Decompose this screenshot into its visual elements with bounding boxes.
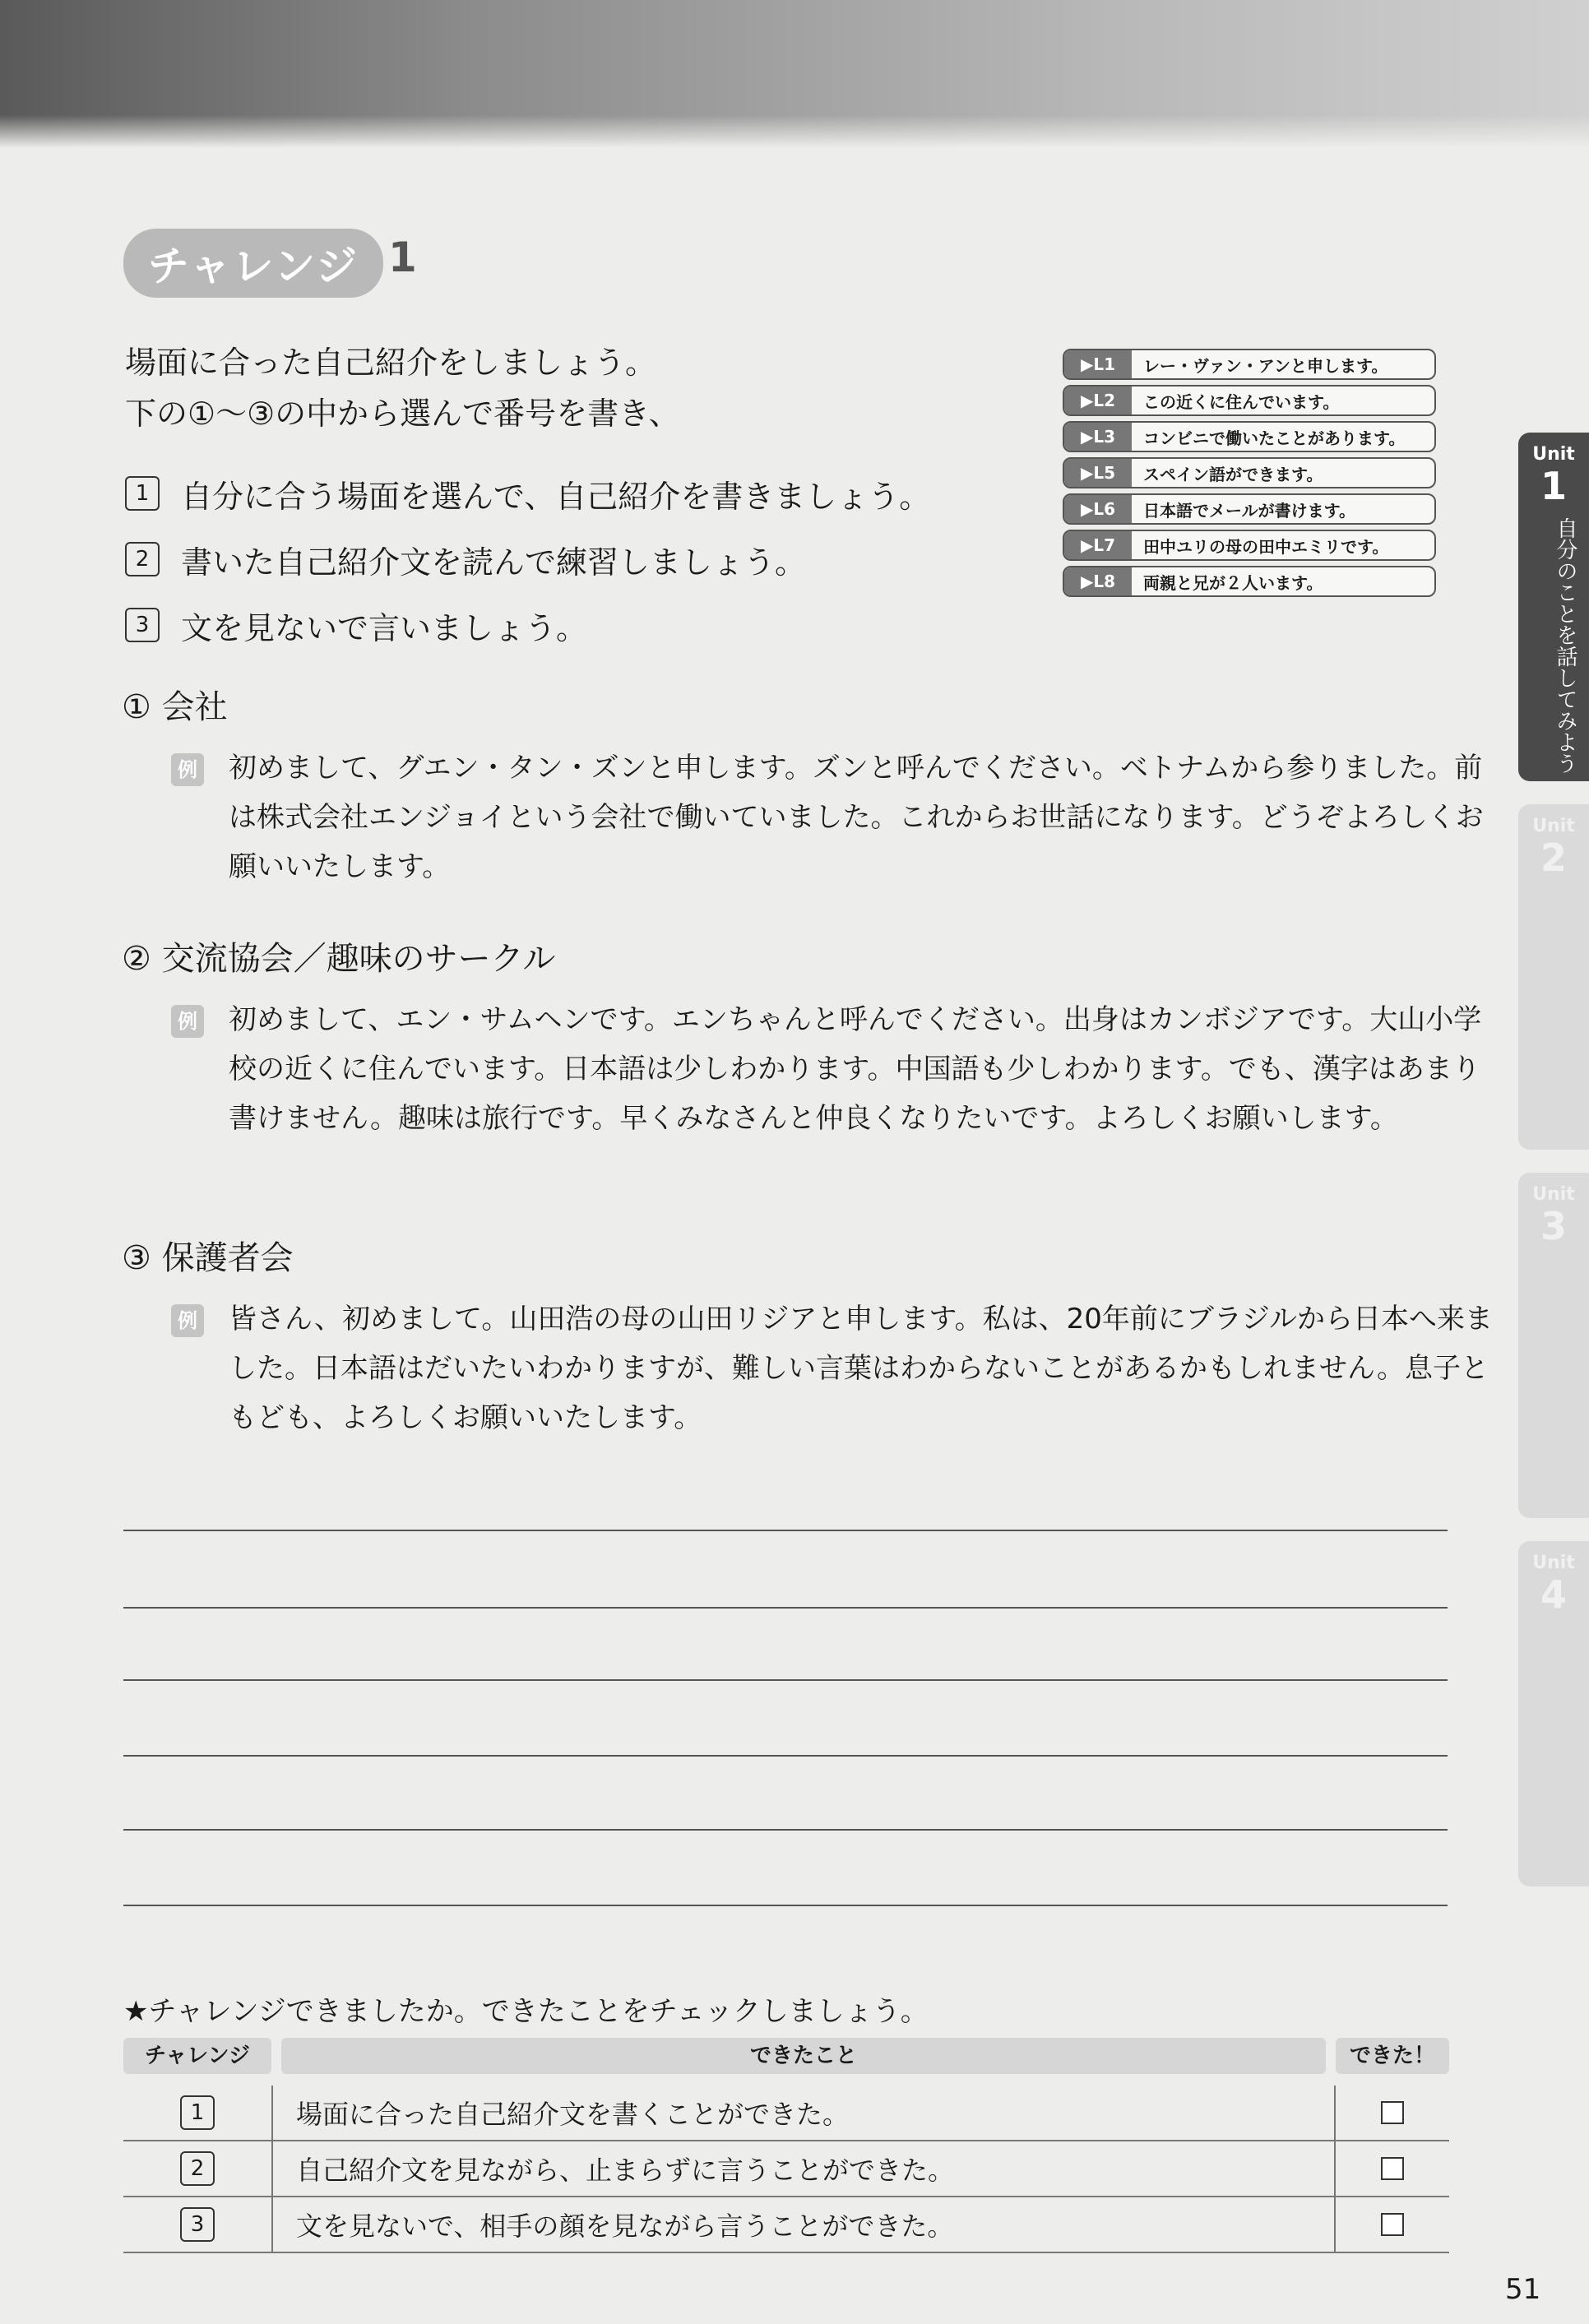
lesson-text: 田中ユリの母の田中エミリです。	[1143, 536, 1389, 557]
example-badge: 例	[171, 1005, 204, 1038]
section-heading-circle: ② 交流協会／趣味のサークル	[122, 940, 556, 978]
step-list	[125, 461, 930, 658]
tab-unit-label: Unit	[1532, 816, 1575, 836]
lesson-tag: ▶L7	[1064, 531, 1132, 559]
intro-line-1: 場面に合った自己紹介をしましょう。	[125, 345, 657, 381]
example-parents	[171, 1294, 1495, 1442]
lesson-text: この近くに住んでいます。	[1143, 391, 1340, 412]
example-badge: 例	[171, 753, 204, 786]
writing-line[interactable]	[123, 1905, 1448, 1906]
lesson-ref	[1063, 457, 1436, 488]
unit-tab-2[interactable]	[1518, 804, 1589, 1150]
step-item	[125, 526, 930, 592]
lesson-ref	[1063, 349, 1436, 380]
page-top-shadow	[0, 0, 1589, 148]
section-heading-parents: ③ 保護者会	[122, 1239, 294, 1277]
header-challenge: チャレンジ	[123, 2038, 271, 2074]
writing-line[interactable]	[123, 1607, 1448, 1609]
done-checkbox[interactable]	[1381, 2101, 1404, 2124]
done-checkbox[interactable]	[1381, 2213, 1404, 2236]
example-text: 初めまして、エン・サムヘンです。エンちゃんと呼んでください。出身はカンボジアです。大山小学校の近くに住んでいます。日本語は少しわかります。中国語も少しわかります。でも、漢字はあまり書けません。趣味は旅行です。早くみなさんと仲良くなりたいです。よろしくお願いします。	[229, 1003, 1482, 1135]
lesson-tag: ▶L5	[1064, 459, 1132, 487]
lesson-tag: ▶L6	[1064, 495, 1132, 523]
intro-text	[125, 337, 680, 439]
lesson-ref	[1063, 493, 1436, 525]
unit-tab-4[interactable]	[1518, 1541, 1589, 1887]
writing-line[interactable]	[123, 1530, 1448, 1531]
tab-unit-number: 4	[1540, 1572, 1567, 1617]
tab-unit-number: 2	[1540, 836, 1567, 880]
writing-line[interactable]	[123, 1679, 1448, 1681]
tab-unit-label: Unit	[1532, 444, 1575, 465]
lesson-text: スペイン語ができます。	[1143, 464, 1323, 484]
intro-line-2: 下の①～③の中から選んで番号を書き、	[125, 396, 680, 432]
writing-line[interactable]	[123, 1829, 1448, 1831]
example-company	[171, 743, 1495, 891]
example-text: 皆さん、初めまして。山田浩の母の山田リジアと申します。私は、20年前にブラジルから日本へ来ました。日本語はだいたいわかりますが、難しい言葉はわからないことがあるかもしれません。息子ともども、よろしくお願いいたします。	[229, 1303, 1494, 1434]
tab-unit-label: Unit	[1532, 1553, 1575, 1573]
title-label: チャレンジ	[123, 229, 383, 298]
tab-unit-number: 3	[1540, 1204, 1567, 1248]
lesson-text: レー・ヴァン・アンと申します。	[1143, 355, 1388, 376]
lesson-ref	[1063, 421, 1436, 452]
tab-unit-number: 1	[1540, 464, 1567, 508]
example-text: 初めまして、グエン・タン・ズンと申します。ズンと呼んでください。ベトナムから参りました。前は株式会社エンジョイという会社で働いていました。これからお世話になります。どうぞよろしくお願いいたします。	[229, 752, 1484, 883]
step-text: 文を見ないで言いましょう。	[181, 609, 588, 646]
row-number: 3	[180, 2207, 215, 2242]
title-number: 1	[388, 234, 417, 281]
lesson-tag: ▶L8	[1064, 567, 1132, 595]
checklist-title: ★チャレンジできましたか。できたことをチェックしましょう。	[123, 1995, 929, 2028]
example-badge: 例	[171, 1304, 204, 1337]
row-text: 文を見ないで、相手の顔を見ながら言うことができた。	[271, 2197, 1334, 2252]
lesson-text: 日本語でメールが書けます。	[1143, 500, 1355, 521]
checklist-row	[123, 2141, 1449, 2197]
step-text: 書いた自己紹介文を読んで練習しましょう。	[181, 544, 807, 581]
lesson-ref	[1063, 385, 1436, 416]
unit-tab-1[interactable]	[1518, 433, 1589, 781]
example-circle	[171, 995, 1495, 1143]
writing-line[interactable]	[123, 1755, 1448, 1757]
step-text: 自分に合う場面を選んで、自己紹介を書きましょう。	[181, 478, 931, 515]
tab-unit-title: 自分のことを話してみよう	[1553, 517, 1577, 774]
checklist-row	[123, 2086, 1449, 2141]
step-number: 3	[125, 608, 160, 642]
lesson-tag: ▶L3	[1064, 423, 1132, 451]
row-number: 2	[180, 2151, 215, 2186]
lesson-tag: ▶L2	[1064, 387, 1132, 414]
step-item	[125, 461, 930, 526]
step-number: 1	[125, 476, 160, 511]
tab-unit-label: Unit	[1532, 1184, 1575, 1205]
lesson-ref	[1063, 530, 1436, 561]
lesson-tag: ▶L1	[1064, 350, 1132, 378]
step-number: 2	[125, 542, 160, 576]
header-done: できた！	[1336, 2038, 1449, 2074]
row-text: 自己紹介文を見ながら、止まらずに言うことができた。	[271, 2141, 1334, 2196]
page-number: 51	[1505, 2273, 1541, 2306]
lesson-ref	[1063, 566, 1436, 597]
done-checkbox[interactable]	[1381, 2157, 1404, 2180]
checklist-table	[123, 2038, 1449, 2253]
lesson-text: 両親と兄が２人います。	[1143, 572, 1323, 593]
row-text: 場面に合った自己紹介文を書くことができた。	[271, 2086, 1334, 2140]
checklist-header	[123, 2038, 1449, 2074]
row-number: 1	[180, 2095, 215, 2130]
unit-tab-3[interactable]	[1518, 1173, 1589, 1518]
lesson-reference-list	[1063, 349, 1436, 602]
lesson-text: コンビニで働いたことがあります。	[1143, 428, 1406, 448]
section-heading-company: ① 会社	[122, 688, 228, 726]
header-achieved: できたこと	[281, 2038, 1326, 2074]
challenge-title	[123, 229, 417, 294]
checklist-row	[123, 2197, 1449, 2253]
step-item	[125, 592, 930, 658]
